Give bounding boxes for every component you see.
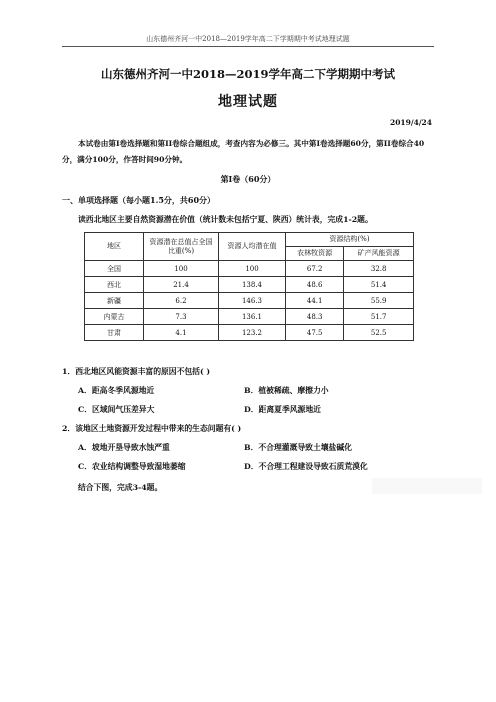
table-header-share: 资源潜在总值占全国比重(%): [144, 233, 219, 261]
question-intro: 读西北地区主要自然资源潜在价值（统计数未包括宁夏、陕西）统计表，完成1-2题。: [78, 215, 373, 224]
question-1: 1．西北地区风能资源丰富的原因不包括( ): [62, 367, 211, 376]
table-cell: 123.2: [219, 325, 286, 341]
table-cell: 55.9: [344, 293, 414, 309]
table-cell: 7.3: [144, 309, 219, 325]
question-2-option-c[interactable]: C．农业结构调整导致湿地萎缩: [78, 462, 186, 471]
running-header: 山东德州齐河一中2018—2019学年高二下学期期中考试地理试题: [146, 35, 350, 43]
table-header-mineral: 矿产风能资源: [344, 247, 414, 261]
table-header-structure: 资源结构(%): [286, 233, 414, 247]
question-1-option-b[interactable]: B．植被稀疏、摩擦力小: [244, 386, 329, 395]
faded-watermark: [372, 478, 482, 494]
table-cell: 51.4: [344, 277, 414, 293]
table-header-agri: 农林牧资源: [286, 247, 344, 261]
table-cell: 新疆: [85, 293, 144, 309]
table-cell: 内蒙古: [85, 309, 144, 325]
table-row: [85, 309, 414, 325]
table-cell: 甘肃: [85, 325, 144, 341]
exam-notice: 本试卷由第Ⅰ卷选择题和第II卷综合题组成，考查内容为必修三。其中第Ⅰ卷选择题60分，第II卷综合40分，满分100分，作答时间90分钟。: [62, 139, 425, 164]
table-row: [85, 325, 414, 341]
table-cell: 6.2: [144, 293, 219, 309]
header-rule: [62, 46, 434, 47]
table-cell: 21.4: [144, 277, 219, 293]
question-1-option-d[interactable]: D．距离夏季风源地近: [244, 405, 321, 414]
table-cell: 32.8: [344, 261, 414, 277]
exam-date: 2019/4/24: [389, 118, 432, 127]
subject-title: 地理试题: [218, 94, 278, 110]
table-header-region: 地区: [85, 233, 144, 261]
table-cell: 44.1: [286, 293, 344, 309]
exam-title: 山东德州齐河一中2018—2019学年高二下学期期中考试: [100, 67, 395, 81]
question-2-option-d[interactable]: D．不合理工程建设导致石质荒漠化: [244, 462, 368, 471]
section-heading: 一、单项选择题（每小题1.5分，共60分）: [62, 195, 216, 205]
table-cell: 52.5: [344, 325, 414, 341]
table-header-per-capita: 资源人均潜在值: [219, 233, 286, 261]
table-cell: 51.7: [344, 309, 414, 325]
question-2-option-b[interactable]: B．不合理灌溉导致土壤盐碱化: [244, 443, 352, 452]
question-2-option-a[interactable]: A．坡地开垦导致水蚀严重: [78, 443, 170, 452]
table-cell: 全国: [85, 261, 144, 277]
table-cell: 146.3: [219, 293, 286, 309]
followup-instruction: 结合下图，完成3-4题。: [78, 483, 163, 492]
resource-table: [84, 232, 414, 341]
table-cell: 136.1: [219, 309, 286, 325]
question-1-option-a[interactable]: A．距高冬季风源地近: [78, 386, 155, 395]
table-row: [85, 261, 414, 277]
table-cell: 4.1: [144, 325, 219, 341]
table-row: [85, 293, 414, 309]
question-2: 2．该地区土地资源开发过程中带来的生态问题有( ): [62, 424, 242, 433]
table-cell: 67.2: [286, 261, 344, 277]
table-cell: 138.4: [219, 277, 286, 293]
table-row: [85, 277, 414, 293]
table-cell: 48.3: [286, 309, 344, 325]
table-cell: 西北: [85, 277, 144, 293]
table-cell: 47.5: [286, 325, 344, 341]
table-cell: 100: [219, 261, 286, 277]
part-heading: 第Ⅰ卷（60分）: [220, 174, 276, 184]
table-cell: 48.6: [286, 277, 344, 293]
question-1-option-c[interactable]: C．区域间气压差异大: [78, 405, 155, 414]
table-cell: 100: [144, 261, 219, 277]
